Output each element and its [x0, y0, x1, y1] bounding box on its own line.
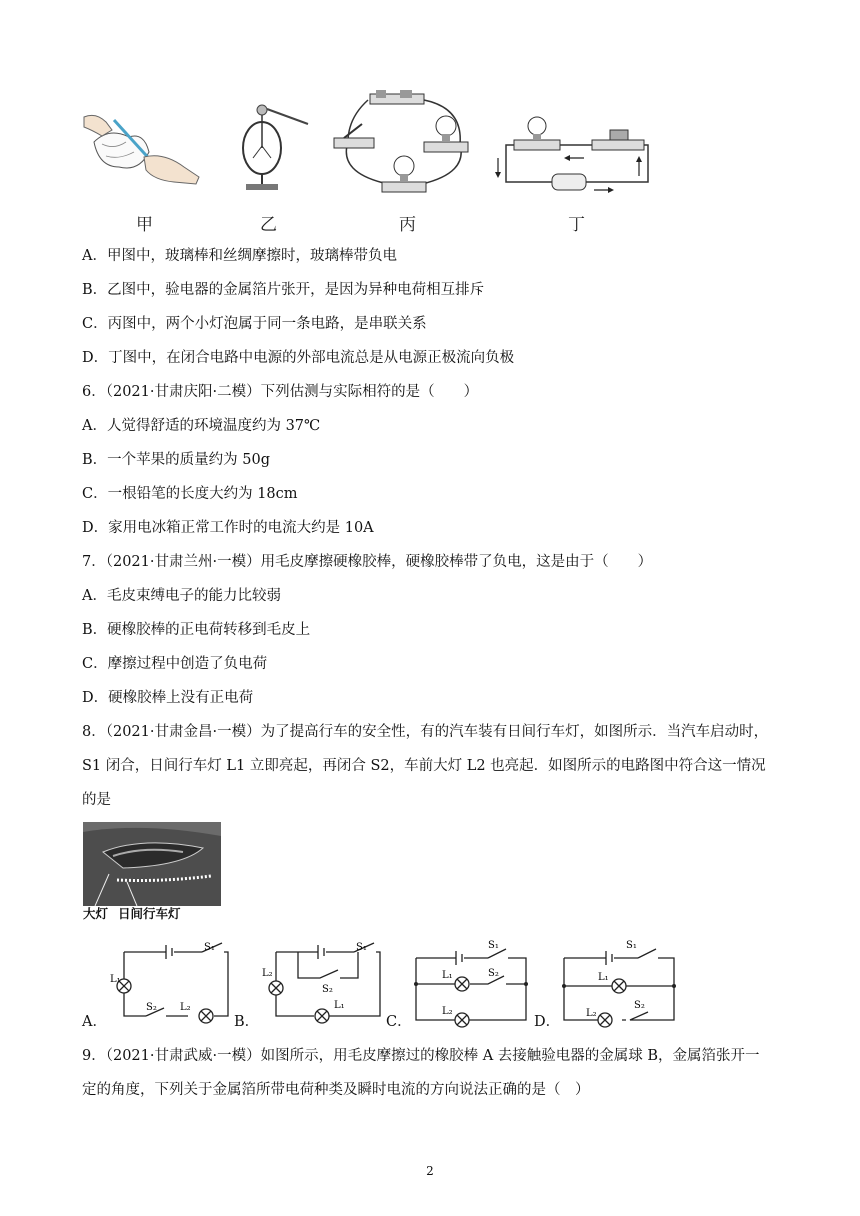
circuit-option-b-label: B．: [234, 1014, 260, 1030]
circuit-d-s2-label: S₂: [634, 1000, 645, 1011]
circuit-c-s2-label: S₂: [488, 968, 499, 979]
q9-stem-line-2: 定的角度，下列关于金属箔所带电荷种类及瞬时电流的方向说法正确的是（ ）: [82, 1082, 590, 1098]
circuit-a-s2-label: S₂: [146, 1002, 157, 1013]
q8-stem-line-3: 的是: [82, 792, 111, 808]
circuit-a-l2-label: L₂: [180, 1002, 191, 1013]
circuit-option-a-label: A．: [82, 1014, 107, 1030]
figure-label-bing: 丙: [399, 215, 416, 235]
circuit-b-s2-label: S₂: [322, 984, 333, 995]
page-number: 2: [426, 1164, 434, 1178]
circuit-diagram-b: [258, 938, 386, 1028]
q7-option-a: A．毛皮束缚电子的能力比较弱: [82, 588, 281, 604]
q5-option-c: C．丙图中，两个小灯泡属于同一条电路，是串联关系: [82, 316, 427, 332]
q8-stem-line-2: S1 闭合，日间行车灯 L1 立即亮起，再闭合 S2，车前大灯 L2 也亮起．如图所示的电路图中符合这一情况: [82, 758, 766, 774]
q6-option-c: C．一根铅笔的长度大约为 18cm: [82, 486, 298, 502]
circuit-c-l2-label: L₂: [442, 1006, 453, 1017]
q9-stem-line-1: 9．（2021·甘肃武威·一模）如图所示，用毛皮摩擦过的橡胶棒 A 去接触验电器的金属球 B，金属箔张开一: [82, 1048, 760, 1064]
figure-bing-circuit-illustration: [328, 88, 484, 192]
circuit-b-l2-label: L₂: [262, 968, 273, 979]
q5-option-d: D．丁图中，在闭合电路中电源的外部电流总是从电源正极流向负极: [82, 350, 515, 366]
figure-yi-electroscope-illustration: [238, 98, 310, 192]
circuit-c-s1-label: S₁: [488, 940, 499, 951]
figure-ding-circuit-illustration: [494, 112, 652, 196]
q7-option-b: B．硬橡胶棒的正电荷转移到毛皮上: [82, 622, 311, 638]
q8-stem-line-1: 8．（2021·甘肃金昌·一模）为了提高行车的安全性，有的汽车装有日间行车灯，如图所示．当汽车启动时，: [82, 724, 769, 740]
q5-option-a: A．甲图中，玻璃棒和丝绸摩擦时，玻璃棒带负电: [82, 248, 397, 264]
q7-option-c: C．摩擦过程中创造了负电荷: [82, 656, 268, 672]
circuit-diagram-a: [106, 938, 234, 1028]
q7-stem: 7．（2021·甘肃兰州·一模）用毛皮摩擦硬橡胶棒，硬橡胶棒带了负电，这是由于（ ）: [82, 554, 653, 570]
circuit-a-s1-label: S₁: [204, 942, 215, 953]
circuit-diagram-d: [560, 936, 686, 1028]
photo-label-daytime-light: 日间行车灯: [118, 906, 181, 921]
figure-label-yi: 乙: [260, 215, 277, 235]
circuit-a-l1-label: L₁: [110, 974, 121, 985]
circuit-diagram-c: [410, 936, 536, 1028]
figure-label-jia: 甲: [136, 215, 153, 235]
circuit-option-c-label: C．: [386, 1014, 412, 1030]
figure-label-ding: 丁: [568, 215, 585, 235]
figure-jia-rubbing-illustration: [84, 112, 204, 187]
circuit-option-d-label: D．: [534, 1014, 561, 1030]
q7-option-d: D．硬橡胶棒上没有正电荷: [82, 690, 254, 706]
circuit-c-l1-label: L₁: [442, 970, 453, 981]
circuit-b-s1-label: S₁: [356, 942, 367, 953]
q6-option-a: A．人觉得舒适的环境温度约为 37℃: [82, 418, 321, 434]
circuit-d-l1-label: L₁: [598, 972, 609, 983]
photo-label-headlight: 大灯: [83, 906, 109, 921]
circuit-b-l1-label: L₁: [334, 1000, 345, 1011]
car-headlight-photo: [83, 822, 221, 906]
circuit-d-l2-label: L₂: [586, 1008, 597, 1019]
q6-option-b: B．一个苹果的质量约为 50g: [82, 452, 270, 468]
circuit-d-s1-label: S₁: [626, 940, 637, 951]
q6-stem: 6．（2021·甘肃庆阳·二模）下列估测与实际相符的是（ ）: [82, 384, 479, 400]
q5-option-b: B．乙图中，验电器的金属箔片张开，是因为异种电荷相互排斥: [82, 282, 485, 298]
q6-option-d: D．家用电冰箱正常工作时的电流大约是 10A: [82, 520, 374, 536]
